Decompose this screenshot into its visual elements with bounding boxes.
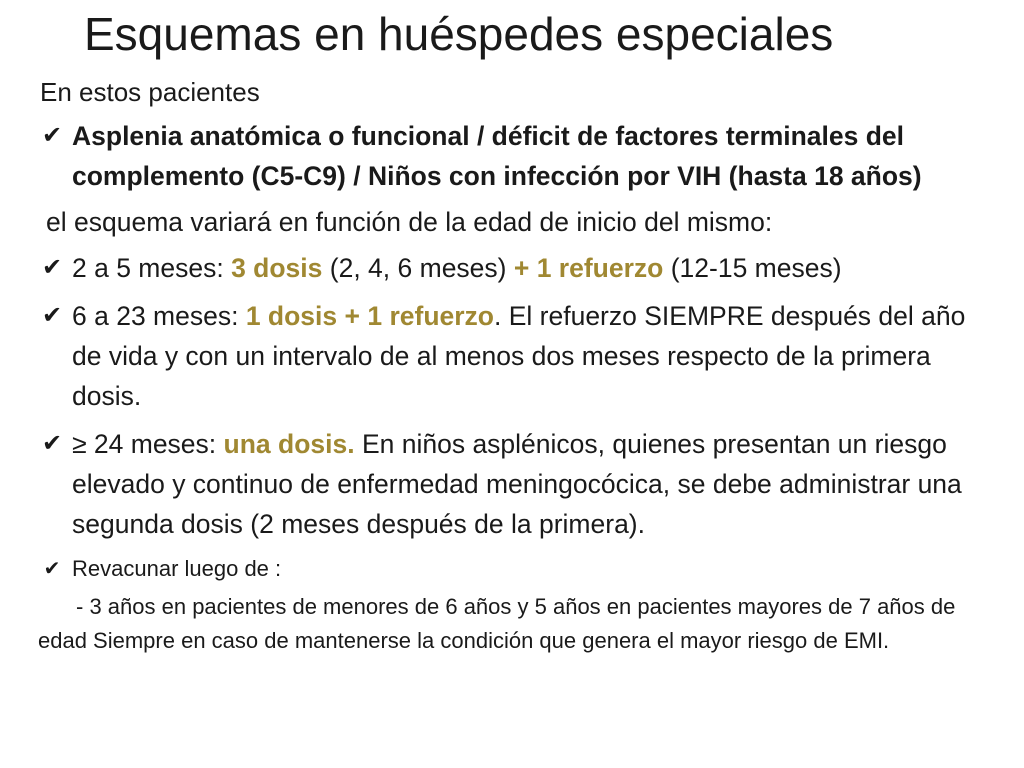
- conditions-text: Asplenia anatómica o funcional / déficit de factores terminales del complemento (C5-C9) / Niños con infección por VIH (hasta 18 años): [72, 121, 922, 191]
- revaccinate-detail: [38, 590, 1000, 658]
- item-text: ≥ 24 meses:: [72, 429, 224, 459]
- bullet-item-6-23-months: [40, 296, 1000, 416]
- checkmark-icon: ✔: [41, 302, 63, 329]
- highlight-text: 3 dosis: [231, 253, 323, 283]
- item-text: (2, 4, 6 meses): [322, 253, 514, 283]
- item-text: 6 a 23 meses:: [72, 301, 246, 331]
- bullet-item-conditions: [40, 116, 1000, 196]
- item-text: En niños asplénicos, quienes presentan un riesgo elevado y continuo de enfermedad meningocócica, se debe administrar una segunda dosis (2 meses después de la primera).: [72, 429, 962, 539]
- highlight-text: una dosis.: [223, 429, 355, 459]
- slide-title: Esquemas en huéspedes especiales: [84, 8, 834, 60]
- checkmark-icon: ✔: [41, 254, 63, 281]
- item-text: (12-15 meses): [663, 253, 842, 283]
- checkmark-icon: ✔: [43, 558, 61, 580]
- bullet-item-2-5-months: [40, 248, 1000, 288]
- checkmark-icon: ✔: [41, 122, 63, 149]
- revaccinate-text: Revacunar luego de :: [72, 556, 282, 581]
- slide-body: [40, 74, 1000, 658]
- highlight-text: + 1 refuerzo: [513, 253, 664, 283]
- checkmark-icon: ✔: [41, 430, 63, 457]
- revaccinate-detail-text: - 3 años en pacientes de menores de 6 años y 5 años en pacientes mayores de 7 años de edad Siempre en caso de mantenerse la condición que genera el mayor riesgo de EMI.: [38, 594, 956, 653]
- item-text: 2 a 5 meses:: [72, 253, 232, 283]
- bullet-item-revaccinate: [40, 552, 1000, 586]
- highlight-text: 1 dosis + 1 refuerzo: [245, 301, 494, 331]
- bullet-item-24-months: [40, 424, 1000, 544]
- scheme-note: el esquema variará en función de la edad de inicio del mismo:: [46, 207, 773, 237]
- intro-text: En estos pacientes: [40, 77, 260, 107]
- item-text: . El refuerzo SIEMPRE después del año de vida y con un intervalo de al menos dos meses respecto de la primera dosis.: [72, 301, 966, 411]
